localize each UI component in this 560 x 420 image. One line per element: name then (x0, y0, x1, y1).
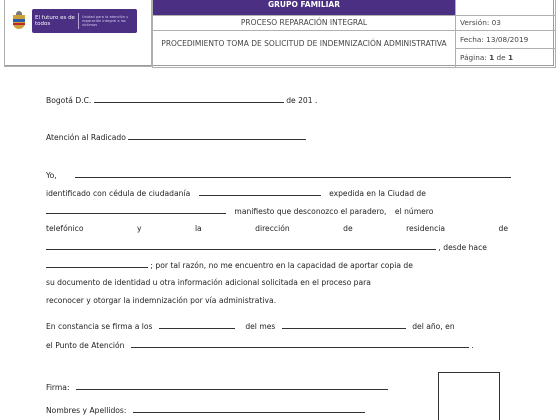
logo-banner (32, 9, 137, 33)
punto-label: el Punto de Atención (46, 341, 125, 350)
expedida-label: expedida en la Ciudad de (329, 189, 426, 198)
logo-cell (4, 0, 152, 67)
fingerprint-box (438, 372, 500, 420)
attention-line (46, 132, 306, 142)
nombres-field[interactable] (133, 405, 365, 413)
punto-end: . (471, 341, 474, 350)
firma-label: Firma: (46, 383, 70, 392)
page-number: 1 (489, 53, 495, 62)
time-field[interactable] (46, 260, 148, 268)
header-page (455, 48, 556, 68)
punto-atencion-line (46, 340, 474, 350)
anio-label: del año, en (412, 322, 455, 331)
header-meta-top (455, 0, 556, 16)
desde-hace-label: , desde hace (438, 243, 487, 252)
yo-line (46, 170, 511, 180)
razon-text: ; por tal razón, no me encuentro en la capacidad de aportar copia de (150, 261, 413, 270)
reconocer-line: reconocer y otorgar la indemnización por vía administrativa. (46, 296, 277, 305)
residence-field[interactable] (46, 242, 436, 250)
paradero-line (46, 206, 433, 216)
document-header (4, 0, 554, 66)
word-residencia: residencia (406, 224, 446, 233)
constancia-line (46, 321, 455, 331)
page-label: Página: (460, 53, 487, 62)
word-de-2: de (498, 224, 508, 233)
institution-logo (8, 7, 148, 35)
tiempo-line (46, 260, 413, 270)
yo-label: Yo, (46, 171, 57, 180)
date-field[interactable] (94, 95, 284, 103)
page-total: 1 (507, 53, 514, 62)
name-field[interactable] (75, 170, 511, 178)
date-suffix: de 201 . (286, 96, 318, 105)
word-la: la (194, 224, 202, 233)
header-process: PROCESO REPARACIÓN INTEGRAL (152, 15, 456, 31)
word-de: de (343, 224, 353, 233)
header-date: Fecha: 13/08/2019 (455, 30, 556, 49)
header-procedure: PROCEDIMIENTO TOMA DE SOLICITUD DE INDEMNIZACIÓN ADMINISTRATIVA (152, 30, 456, 68)
logo-subtext: Unidad para la atención y reparación integral a las víctimas (82, 14, 129, 28)
punto-field[interactable] (131, 340, 469, 348)
city-label: Bogotá D.C. (46, 96, 92, 105)
page-of: de (496, 53, 506, 62)
constancia-label: En constancia se firma a los (46, 322, 153, 331)
cedula-line (46, 188, 426, 198)
city-field[interactable] (46, 206, 226, 214)
paradero-label: manifiesto que desconozco el paradero, (234, 207, 387, 216)
radicado-field[interactable] (128, 132, 306, 140)
mes-label: del mes (245, 322, 276, 331)
numero-label: el número (394, 207, 434, 216)
header-title-top: GRUPO FAMILIAR (152, 0, 456, 16)
nombres-line (46, 405, 365, 415)
firma-field[interactable] (76, 382, 388, 390)
header-version: Versión: 03 (455, 15, 556, 31)
cedula-field[interactable] (199, 188, 321, 196)
day-field[interactable] (159, 321, 235, 329)
cedula-label: identificado con cédula de ciudadanía (46, 189, 191, 198)
residence-line (46, 242, 487, 252)
word-telefonico: telefónico (46, 224, 84, 233)
coat-of-arms-icon (10, 11, 28, 31)
documento-line: su documento de identidad u otra información adicional solicitada en el proceso para (46, 278, 371, 287)
telefono-line (46, 224, 508, 233)
attention-label: Atención al Radicado (46, 133, 126, 142)
nombres-label: Nombres y Apellidos: (46, 406, 127, 415)
word-y: y (136, 224, 142, 233)
month-field[interactable] (282, 321, 406, 329)
logo-text: El futuro es de todos (35, 15, 75, 27)
word-direccion: dirección (255, 224, 290, 233)
firma-line (46, 382, 388, 392)
city-date-line (46, 95, 317, 105)
